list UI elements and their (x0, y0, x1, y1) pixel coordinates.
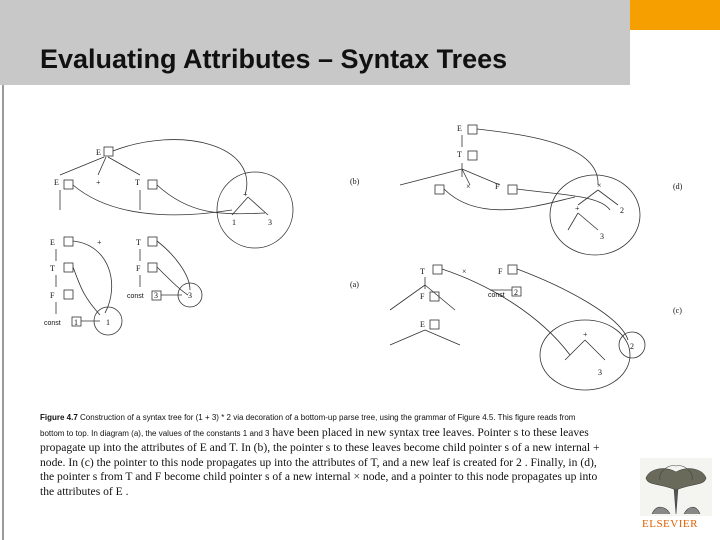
tree-shape (148, 263, 157, 272)
attr-box (104, 147, 113, 156)
node-label: T (457, 150, 462, 159)
node-label: × (597, 181, 602, 190)
node-label: 1 (106, 318, 110, 327)
tree-shape (64, 237, 73, 246)
node-label: 3 (154, 291, 158, 300)
caption-label: Figure 4.7 (40, 413, 78, 422)
attr-box (148, 180, 157, 189)
tree-shape (435, 185, 444, 194)
node-label: F (498, 267, 503, 276)
panel-label-c: (c) (673, 306, 682, 315)
panel-label-d: (d) (673, 182, 683, 191)
node-label: F (50, 291, 55, 300)
node-label: E (50, 238, 55, 247)
caption-small-text: Construction of a syntax tree for (1 + 3) * 2 via decoration of a bottom-up parse tree, using the grammar of Figure 4.5. This figure reads from bottom to top. In diagram (a), the values of the constants 1 and 3 (40, 413, 576, 438)
node-label: T (136, 238, 141, 247)
node-label: 1 (74, 318, 78, 327)
panel-label-a: (a) (350, 280, 359, 289)
tree-shape (430, 320, 439, 329)
node-label: 1 (232, 218, 236, 227)
node-label: T (135, 178, 140, 187)
node-label: 2 (514, 288, 518, 297)
node-label: F (420, 292, 425, 301)
node-label: + (243, 190, 248, 199)
node-label: + (97, 238, 102, 247)
tree-shape (550, 175, 640, 255)
tree-shape (433, 265, 442, 274)
publisher-name: ELSEVIER (642, 518, 698, 530)
node-label: const (488, 292, 505, 299)
node-label: + (575, 204, 580, 213)
node-label: + (96, 178, 101, 187)
node-label: F (495, 182, 500, 191)
node-label: E (54, 178, 59, 187)
node-label: const (127, 293, 144, 300)
tree-shape (468, 151, 477, 160)
node-label: const (44, 320, 61, 327)
syntax-tree-figure (0, 85, 720, 405)
tree-shape (64, 290, 73, 299)
tree-shape (508, 265, 517, 274)
node-E: E (96, 148, 101, 157)
figure-caption (40, 410, 600, 500)
node-label: 3 (268, 218, 272, 227)
node-label: 3 (598, 368, 602, 377)
node-label: F (136, 264, 141, 273)
node-label: 3 (600, 232, 604, 241)
tree-shape (217, 172, 293, 248)
caption-text: have been placed in new syntax tree leaves. Pointer s to these leaves propagate up into the attributes of E and T. In (b), the pointer s to these leaves become child pointer s of a new internal + node. In (c) the pointer to this node propagates up into the attributes of T, and a new leaf is created for 2 . Finally, in (d), the pointer s from T and F become child pointer s of a new internal × node, and a pointer to this node propagates up into the attributes of E . (40, 425, 600, 498)
node-label: 2 (630, 342, 634, 351)
node-label: T (50, 264, 55, 273)
node-label: E (457, 124, 462, 133)
node-label: × (462, 267, 467, 276)
node-label: E (420, 320, 425, 329)
accent-strip (630, 0, 720, 30)
node-label: + (583, 330, 588, 339)
tree-shape (468, 125, 477, 134)
node-label: × (466, 182, 471, 191)
node-label: 2 (620, 206, 624, 215)
node-label: T (420, 267, 425, 276)
node-label: 3 (188, 291, 192, 300)
tree-shape (64, 263, 73, 272)
tree-shape (508, 185, 517, 194)
panel-label-b: (b) (350, 177, 360, 186)
slide-title: Evaluating Attributes – Syntax Trees (40, 44, 508, 74)
attr-box (64, 180, 73, 189)
tree-shape (148, 237, 157, 246)
